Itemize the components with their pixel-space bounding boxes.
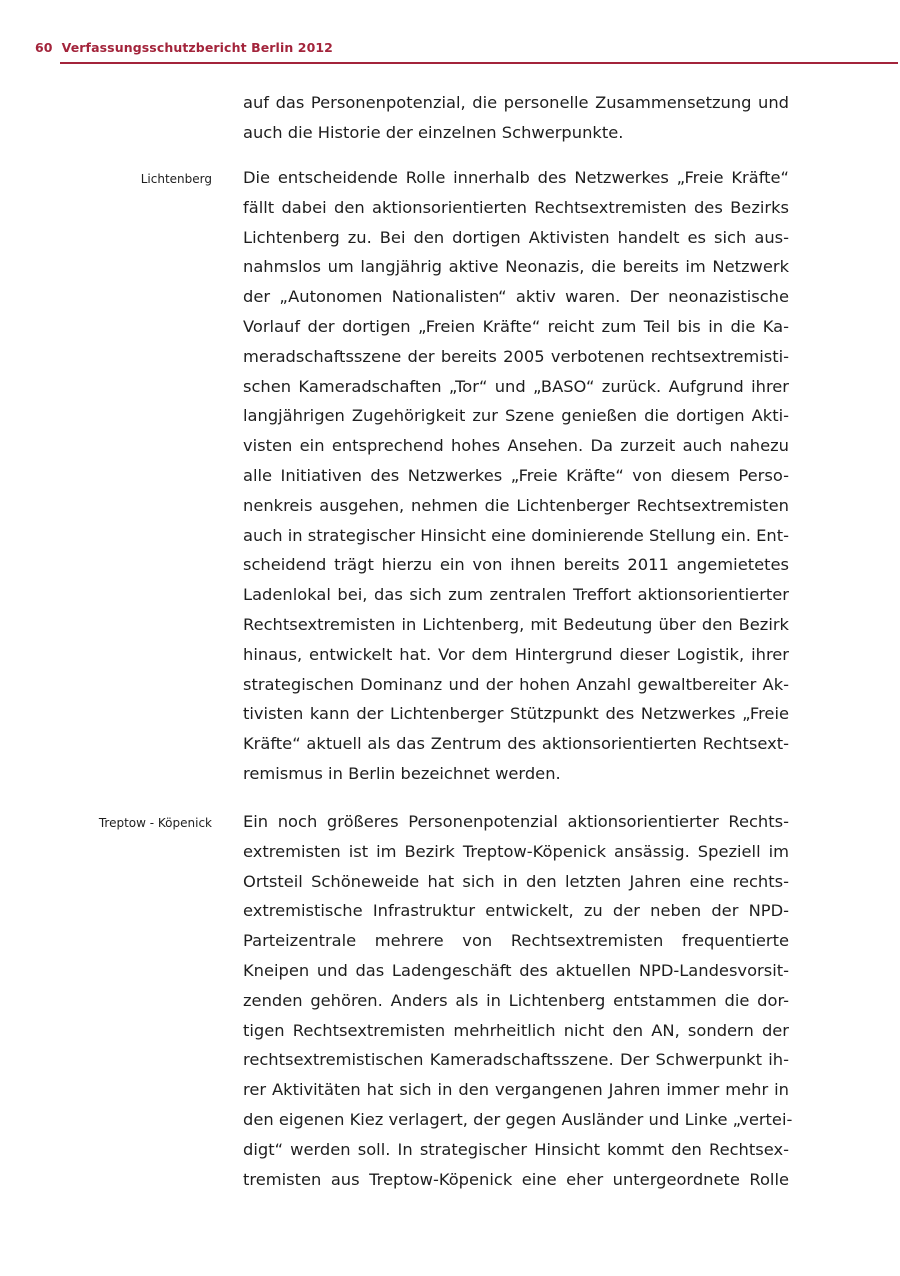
paragraph-line: remismus in Berlin bezeichnet werden. bbox=[243, 763, 561, 783]
paragraph-line: Rechtsextremisten in Lichtenberg, mit Bedeutung über den Bezirk bbox=[243, 614, 789, 634]
paragraph-line: tigen Rechtsextremisten mehrheitlich nicht den AN, sondern der bbox=[243, 1020, 789, 1040]
lichtenberg-paragraph bbox=[243, 163, 789, 789]
paragraph-line: langjährigen Zugehörigkeit zur Szene genießen die dortigen Akti- bbox=[243, 406, 789, 426]
paragraph-line: scheidend trägt hierzu ein von ihnen bereits 2011 angemietetes bbox=[243, 555, 789, 575]
paragraph-line: Lichtenberg zu. Bei den dortigen Aktivisten handelt es sich aus- bbox=[243, 227, 789, 247]
paragraph-line: tivisten kann der Lichtenberger Stützpunkt des Netzwerkes „Freie bbox=[243, 704, 789, 724]
paragraph-line: Vorlauf der dortigen „Freien Kräfte“ reicht zum Teil bis in die Ka- bbox=[243, 316, 789, 336]
paragraph-line: tremisten aus Treptow-Köpenick eine eher untergeordnete Rolle bbox=[243, 1169, 789, 1189]
paragraph-line: Parteizentrale mehrere von Rechtsextremisten frequentierte bbox=[243, 931, 789, 951]
page-header bbox=[35, 40, 333, 60]
margin-label-lichtenberg: Lichtenberg bbox=[140, 172, 212, 186]
margin-label-treptow-koepenick: Treptow - Köpenick bbox=[98, 816, 212, 830]
paragraph-line: hinaus, entwickelt hat. Vor dem Hintergrund dieser Logistik, ihrer bbox=[243, 644, 789, 664]
paragraph-line: strategischen Dominanz und der hohen Anzahl gewaltbereiter Ak- bbox=[243, 674, 789, 694]
paragraph-line: extremisten ist im Bezirk Treptow-Köpenick ansässig. Speziell im bbox=[243, 841, 789, 861]
paragraph-line: auch in strategischer Hinsicht eine dominierende Stellung ein. Ent- bbox=[243, 525, 789, 545]
paragraph-line: fällt dabei den aktionsorientierten Rechtsextremisten des Bezirks bbox=[243, 197, 789, 217]
paragraph-line: alle Initiativen des Netzwerkes „Freie Kräfte“ von diesem Perso- bbox=[243, 465, 789, 485]
paragraph-line: nenkreis ausgehen, nehmen die Lichtenberger Rechtsextremisten bbox=[243, 495, 789, 515]
paragraph-line: den eigenen Kiez verlagert, der gegen Ausländer und Linke „vertei- bbox=[243, 1109, 793, 1129]
paragraph-line: Kneipen und das Ladengeschäft des aktuellen NPD-Landesvorsit- bbox=[243, 960, 789, 980]
page-number: 60 bbox=[35, 40, 53, 55]
paragraph-line: meradschaftsszene der bereits 2005 verbotenen rechtsextremisti- bbox=[243, 346, 789, 366]
header-title: Verfassungsschutzbericht Berlin 2012 bbox=[61, 40, 333, 55]
paragraph-line: Ladenlokal bei, das sich zum zentralen Treffort aktionsorientierter bbox=[243, 585, 789, 605]
paragraph-line: digt“ werden soll. In strategischer Hinsicht kommt den Rechtsex- bbox=[243, 1139, 789, 1159]
paragraph-line: Ein noch größeres Personenpotenzial aktionsorientierter Rechts- bbox=[243, 812, 789, 831]
paragraph-line: der „Autonomen Nationalisten“ aktiv waren. Der neonazistische bbox=[243, 287, 789, 307]
paragraph-line: nahmslos um langjährig aktive Neonazis, die bereits im Netzwerk bbox=[243, 257, 789, 277]
intro-paragraph bbox=[243, 88, 789, 148]
paragraph-line: visten ein entsprechend hohes Ansehen. Da zurzeit auch nahezu bbox=[243, 436, 789, 456]
paragraph-line: schen Kameradschaften „Tor“ und „BASO“ zurück. Aufgrund ihrer bbox=[243, 376, 789, 396]
treptow-koepenick-paragraph bbox=[243, 807, 793, 1194]
header-rule bbox=[60, 62, 898, 64]
paragraph-line: rechtsextremistischen Kameradschaftsszene. Der Schwerpunkt ih- bbox=[243, 1050, 789, 1070]
paragraph-line: extremistische Infrastruktur entwickelt, zu der neben der NPD- bbox=[243, 901, 789, 921]
paragraph-line: Die entscheidende Rolle innerhalb des Netzwerkes „Freie Kräfte“ bbox=[243, 168, 789, 187]
paragraph-line: auch die Historie der einzelnen Schwerpunkte. bbox=[243, 122, 624, 142]
paragraph-line: zenden gehören. Anders als in Lichtenberg entstammen die dor- bbox=[243, 990, 789, 1010]
paragraph-line: Ortsteil Schöneweide hat sich in den letzten Jahren eine rechts- bbox=[243, 871, 789, 891]
paragraph-line: Kräfte“ aktuell als das Zentrum des aktionsorientierten Rechtsext- bbox=[243, 734, 789, 754]
paragraph-line: rer Aktivitäten hat sich in den vergangenen Jahren immer mehr in bbox=[243, 1080, 789, 1100]
paragraph-line: auf das Personenpotenzial, die personelle Zusammensetzung und bbox=[243, 93, 789, 112]
